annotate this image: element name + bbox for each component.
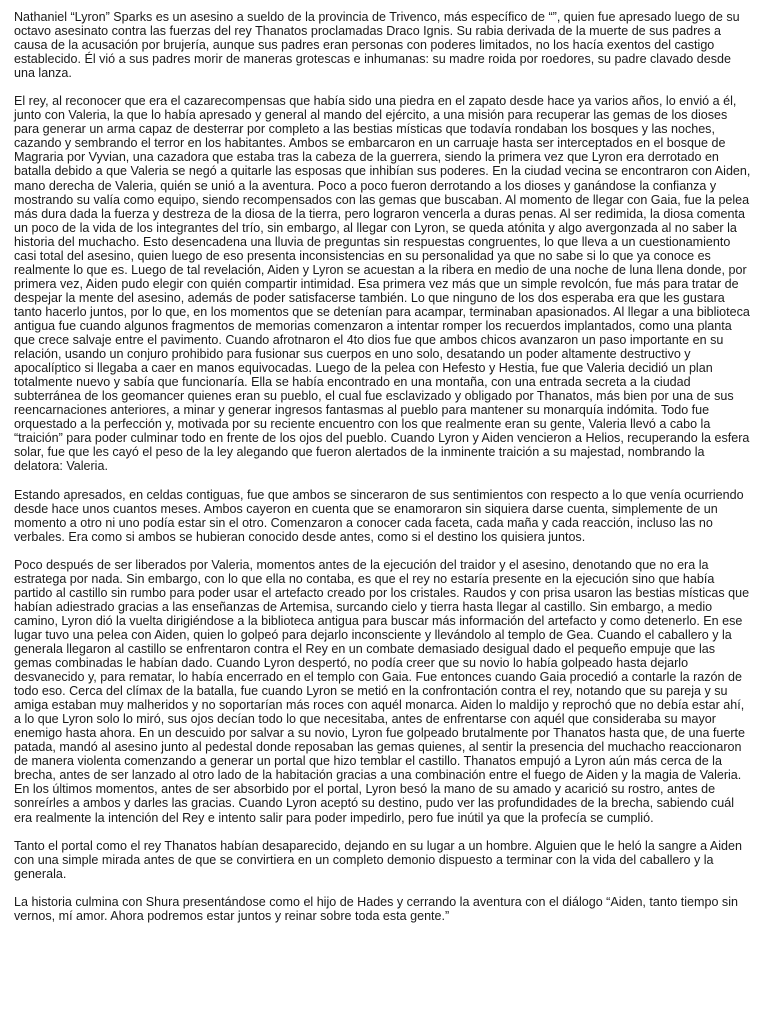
paragraph-2: El rey, al reconocer que era el cazarecompensas que había sido una piedra en el zapato desde hace ya varios años, lo envió a él, junto con Valeria, la que lo había apresado y general al mando del ejército, a una misión para recuperar las gemas de los dioses para generar un arma capaz de desterrar por completo a las bestias místicas que todavía rondaban los bosques y las noches, cazando y sembrando el terror en los habitantes. Ambos se embarcaron en un carruaje hasta ser interceptados en el bosque de Magraria por Vyvian, una cazadora que estaba tras la cabeza de la guerrera, siendo la primera vez que Lyron era derrotado en batalla debido a que Valeria se negó a quitarle las esposas que inhibían sus poderes. En la ciudad vecina se encontraron con Aiden, mano derecha de Valeria, quién se unió a la aventura. Poco a poco fueron derrotando a los dioses y ganándose la confianza y mostrando su valía como equipo, siendo recompensados con las gemas que buscaban. Al momento de llegar con Gaia, fue la pelea más dura dada la fuerza y destreza de la diosa de la tierra, pero lograron vencerla a duras penas. Al ser redimida, la diosa comenta un poco de la vida de los integrantes del trío, sin embargo, al llegar con Lyron, se queda atónita y algo avergonzada al no saber la historia del muchacho. Esto desencadena una lluvia de preguntas sin respuestas congruentes, lo que lleva a un cuestionamiento casi total del asesino, quien luego de eso presenta inconsistencias en su personalidad ya que no sabe si lo que ya conoce es realmente lo que es. Luego de tal revelación, Aiden y Lyron se acuestan a la ribera en medio de una noche de luna llena donde, por primera vez, Aiden pudo elegir con quién compartir intimidad. Esa primera vez más que un simple revolcón, fue más para tratar de despejar la mente del asesino, además de poder satisfacerse también. Lo que ninguno de los dos esperaba era que les gustara tanto hacerlo juntos, por lo que, en los momentos que se detenían para acampar, terminaban apasionados. Al llegar a una biblioteca antigua fue cuando algunos fragmentos de memorias comenzaron a intentar romper los recuerdos implantados, como una planta que crece salvaje entre el pavimento. Cuando afrotnaron el 4to dios fue que ambos chicos avanzaron un paso importante en su relación, usando un conjuro prohibido para fusionar sus cuerpos en uno solo, desatando un poder altamente destructivo y apocalíptico si llegaba a caer en manos equivocadas. Luego de la pelea con Hefesto y Hestia, fue que Valeria decidió un plan totalmente nuevo y sabía que funcionaría. Ella se había encontrado en una montaña, con una entrada secreta a la ciudad subterránea de los geomancer quienes eran su pueblo, el cual fue esclavizado y obligado por Thanatos, más bien por una de sus reencarnaciones anteriores, a minar y generar ingresos fantasmas al pueblo para mantener su monarquía indómita. Todo fue orquestado a la perfección y, motivada por su reciente encuentro con los que realmente eran su gente, Valeria llevó a cabo la “traición” para poder culminar todo en frente de los ojos del pueblo. Cuando Lyron y Aiden vencieron a Helios, recuperando la esfera solar, fue que les cayó el peso de la ley alegando que fueron alertados de la inminente traición a su majestad, nombrando la delatora: Valeria. — [14, 94, 751, 474]
paragraph-3: Estando apresados, en celdas contiguas, fue que ambos se sinceraron de sus sentimientos con respecto a lo que venía ocurriendo desde hace unos cuantos meses. Ambos cayeron en cuenta que se enamoraron sin siquiera darse cuenta, simplemente de un momento a otro ni uno podía estar sin el otro. Comenzaron a conocer cada faceta, cada maña y cada reacción, incluso las no verbales. Era como si ambos se hubieran conocido desde antes, como si el destino los quisiera juntos. — [14, 487, 744, 544]
paragraph-1: Nathaniel “Lyron” Sparks es un asesino a sueldo de la provincia de Trivenco, más específico de “”, quien fue apresado luego de su octavo asesinato contra las fuerzas del rey Thanatos proclamadas Draco Ignis. Su rabia derivada de la muerte de sus padres a causa de la acusación por brujería, aunque sus padres eran personas con poderes limitados, no los hacía exentos del castigo establecido. Él vió a sus padres morir de maneras grotescas e inhumanas: su madre roida por roedores, su padre clavado desde una lanza. — [14, 10, 740, 81]
paragraph-5: Tanto el portal como el rey Thanatos habían desaparecido, dejando en su lugar a un hombre. Alguien que le heló la sangre a Aiden con una simple mirada antes de que se convirtiera en un completo demonio dispuesto a terminar con la vida del caballero y la generala. — [14, 838, 742, 881]
paragraph-4: Poco después de ser liberados por Valeria, momentos antes de la ejecución del traidor y el asesino, denotando que no era la estratega por nada. Sin embargo, con lo que ella no contaba, es que el rey no estaría presente en la ejecución sino que había partido al castillo sin rumbo para poder usar el artefacto creado por los cristales. Raudos y con prisa usaron las bestias místicas que habían adiestrado gracias a las enseñanzas de Artemisa, surcando cielo y tierra hasta llegar al castillo. Sin embargo, a medio camino, Lyron dió la vuelta dirigiéndose a la biblioteca antigua para buscar más información del artefacto y como detenerlo. En ese lugar tuvo una pelea con Aiden, quien lo golpeó para dejarlo inconsciente y llevándolo al templo de Gea. Cuando el caballero y la generala llegaron al castillo se enfrentaron contra el Rey en un combate demasiado desigual dado el pequeño empuje que las gemas combinadas le habían dado. Cuando Lyron despertó, no podía creer que su novio lo había golpeado hasta dejarlo desvanecido y, para rematar, lo había encerrado en el templo con Gaia. Fue entonces cuando Gaia procedió a contarle la razón de todo eso. Cerca del clímax de la batalla, fue cuando Lyron se metió en la confrontación contra el rey, notando que su pareja y su amiga estaban muy malheridos y no soportarían más roces con aquél monarca. Aiden lo maldijo y reprochó que no debía estar ahí, a lo que Lyron solo lo miró, sus ojos decían todo lo que necesitaba, antes de enfrentarse con aquél que consideraba su mayor enemigo hasta ahora. En un descuido por salvar a su novio, Lyron fue golpeado brutalmente por Thanatos hasta que, de una fuerte patada, mandó al asesino junto al pedestal donde reposaban las gemas quienes, al sentir la presencia del muchacho reaccionaron de manera violenta comenzando a generar un portal que hizo temblar el castillo. Thanatos empujó a Lyron aún más cerca de la brecha, antes de ser lanzado al otro lado de la habitación gracias a una combinación entre el fuego de Aiden y la magia de Valeria. En los últimos momentos, antes de ser absorbido por el portal, Lyron besó la mano de su amado y acarició su rostro, antes de sonreírles a ambos y darles las gracias. Cuando Lyron aceptó su destino, pudo ver las profundidades de la brecha, sabiendo cuál era realmente la intención del Rey e intento salir para poder impedirlo, pero fue inútil ya que la profecía se cumplió. — [14, 557, 750, 825]
paragraph-6: La historia culmina con Shura presentándose como el hijo de Hades y cerrando la aventura con el diálogo “Aiden, tanto tiempo sin vernos, mí amor. Ahora podremos estar juntos y reinar sobre toda esta gente.” — [14, 894, 738, 923]
